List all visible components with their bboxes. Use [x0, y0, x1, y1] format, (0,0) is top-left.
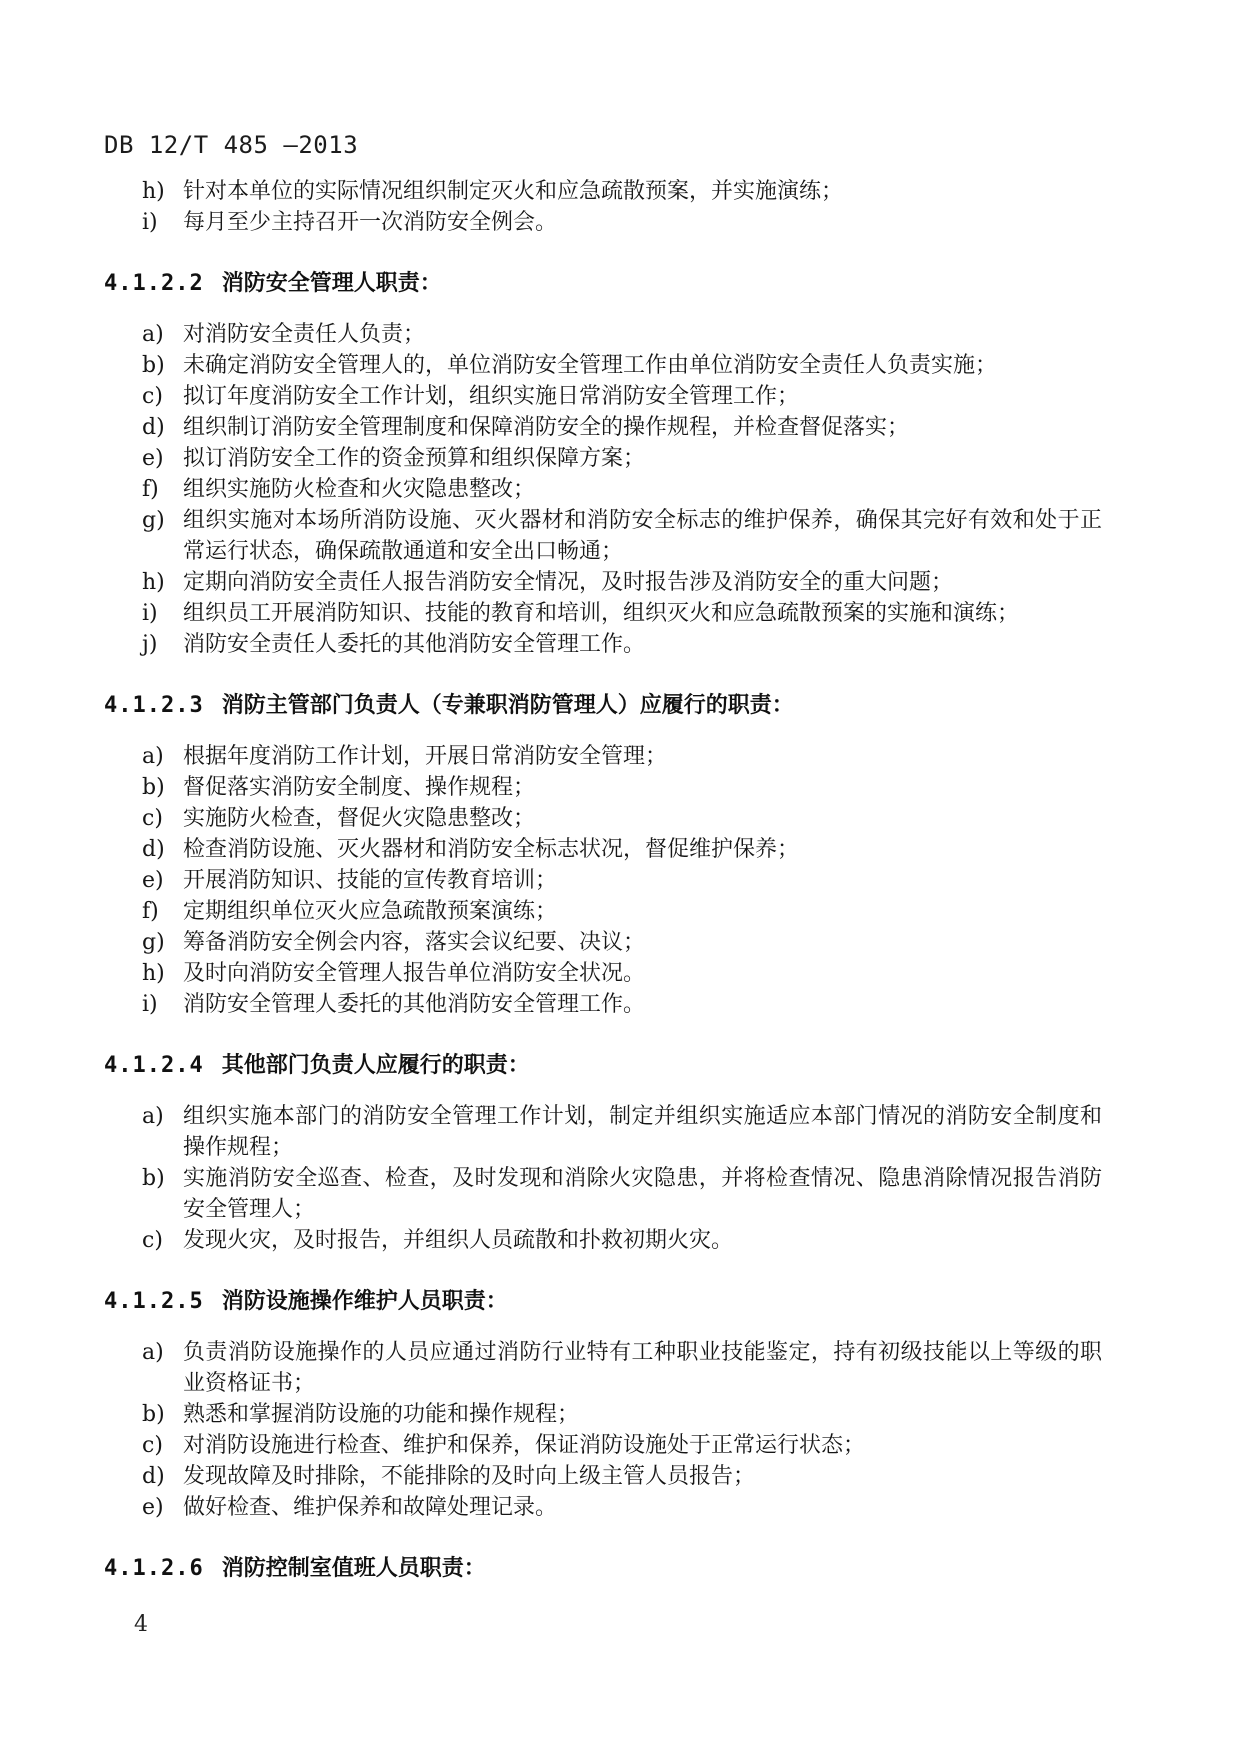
section-heading	[104, 1050, 1102, 1081]
item-text: 拟订年度消防安全工作计划，组织实施日常消防安全管理工作；	[183, 384, 800, 409]
heading-number: 4.1.2.5	[104, 1289, 204, 1314]
list-item	[104, 176, 1102, 207]
item-label: h)	[142, 179, 165, 204]
item-text: 开展消防知识、技能的宣传教育培训；	[183, 868, 558, 893]
item-label: a)	[142, 1340, 164, 1365]
item-text: 消防安全管理人委托的其他消防安全管理工作。	[183, 992, 646, 1017]
list-item	[104, 412, 1102, 443]
section-heading	[104, 690, 1102, 721]
item-label: h)	[142, 570, 165, 595]
item-text: 发现故障及时排除，不能排除的及时向上级主管人员报告；	[183, 1464, 756, 1489]
item-label: g)	[142, 930, 165, 955]
item-text: 定期组织单位灭火应急疏散预案演练；	[183, 899, 558, 924]
item-label: f)	[142, 477, 159, 502]
ordered-list	[104, 319, 1102, 660]
list-item	[104, 1101, 1102, 1163]
item-label: c)	[142, 384, 163, 409]
ordered-list	[104, 176, 1102, 238]
list-item	[104, 319, 1102, 350]
item-label: b)	[142, 1402, 165, 1427]
list-item	[104, 1225, 1102, 1256]
item-text: 熟悉和掌握消防设施的功能和操作规程；	[183, 1402, 580, 1427]
item-text: 筹备消防安全例会内容，落实会议纪要、决议；	[183, 930, 646, 955]
item-label: a)	[142, 744, 164, 769]
list-item	[104, 567, 1102, 598]
list-item	[104, 1430, 1102, 1461]
list-item	[104, 958, 1102, 989]
item-text: 对消防安全责任人负责；	[183, 322, 426, 347]
item-text: 定期向消防安全责任人报告消防安全情况，及时报告涉及消防安全的重大问题；	[183, 570, 954, 595]
list-item	[104, 865, 1102, 896]
ordered-list	[104, 1101, 1102, 1256]
heading-number: 4.1.2.6	[104, 1556, 204, 1581]
item-text: 负责消防设施操作的人员应通过消防行业特有工种职业技能鉴定，持有初级技能以上等级的职业资格证书；	[183, 1340, 1102, 1396]
item-label: d)	[142, 415, 165, 440]
item-label: d)	[142, 837, 165, 862]
list-item	[104, 896, 1102, 927]
item-text: 发现火灾，及时报告，并组织人员疏散和扑救初期火灾。	[183, 1228, 734, 1253]
list-item	[104, 1492, 1102, 1523]
list-item	[104, 989, 1102, 1020]
section-heading	[104, 1553, 1102, 1584]
item-label: a)	[142, 1104, 164, 1129]
item-label: b)	[142, 353, 165, 378]
item-text: 组织实施对本场所消防设施、灭火器材和消防安全标志的维护保养，确保其完好有效和处于正常运行状态，确保疏散通道和安全出口畅通；	[183, 508, 1102, 564]
item-text: 针对本单位的实际情况组织制定灭火和应急疏散预案，并实施演练；	[183, 179, 844, 204]
standard-code: DB 12/T 485 —2013	[104, 131, 359, 159]
list-item	[104, 474, 1102, 505]
ordered-list	[104, 741, 1102, 1020]
item-text: 实施消防安全巡查、检查，及时发现和消除火灾隐患，并将检查情况、隐患消除情况报告消防安全管理人；	[183, 1166, 1102, 1222]
list-item	[104, 772, 1102, 803]
item-label: c)	[142, 1433, 163, 1458]
list-item	[104, 1399, 1102, 1430]
item-text: 及时向消防安全管理人报告单位消防安全状况。	[183, 961, 646, 986]
item-label: d)	[142, 1464, 165, 1489]
item-label: i)	[142, 210, 158, 235]
item-label: f)	[142, 899, 159, 924]
list-item	[104, 834, 1102, 865]
ordered-list	[104, 1337, 1102, 1523]
item-label: j)	[142, 632, 158, 657]
item-label: e)	[142, 868, 164, 893]
list-item	[104, 505, 1102, 567]
item-text: 督促落实消防安全制度、操作规程；	[183, 775, 536, 800]
item-label: e)	[142, 446, 164, 471]
heading-title: 消防设施操作维护人员职责：	[221, 1289, 508, 1314]
list-item	[104, 1337, 1102, 1399]
item-text: 组织实施防火检查和火灾隐患整改；	[183, 477, 536, 502]
list-item	[104, 443, 1102, 474]
item-text: 消防安全责任人委托的其他消防安全管理工作。	[183, 632, 646, 657]
list-item	[104, 381, 1102, 412]
page-number: 4	[134, 1612, 148, 1637]
item-text: 组织员工开展消防知识、技能的教育和培训，组织灭火和应急疏散预案的实施和演练；	[183, 601, 1020, 626]
list-item	[104, 207, 1102, 238]
list-item	[104, 350, 1102, 381]
heading-title: 消防主管部门负责人（专兼职消防管理人）应履行的职责：	[221, 693, 794, 718]
item-text: 拟订消防安全工作的资金预算和组织保障方案；	[183, 446, 646, 471]
item-label: b)	[142, 775, 165, 800]
item-text: 每月至少主持召开一次消防安全例会。	[183, 210, 558, 235]
item-label: b)	[142, 1166, 165, 1191]
item-label: h)	[142, 961, 165, 986]
list-item	[104, 598, 1102, 629]
heading-number: 4.1.2.3	[104, 693, 204, 718]
heading-title: 消防控制室值班人员职责：	[221, 1556, 486, 1581]
list-item	[104, 629, 1102, 660]
section-heading	[104, 268, 1102, 299]
item-text: 未确定消防安全管理人的，单位消防安全管理工作由单位消防安全责任人负责实施；	[183, 353, 998, 378]
item-text: 对消防设施进行检查、维护和保养，保证消防设施处于正常运行状态；	[183, 1433, 866, 1458]
heading-number: 4.1.2.4	[104, 1053, 204, 1078]
item-label: a)	[142, 322, 164, 347]
list-item	[104, 1163, 1102, 1225]
item-text: 检查消防设施、灭火器材和消防安全标志状况，督促维护保养；	[183, 837, 800, 862]
heading-number: 4.1.2.2	[104, 271, 204, 296]
item-text: 实施防火检查，督促火灾隐患整改；	[183, 806, 536, 831]
heading-title: 其他部门负责人应履行的职责：	[221, 1053, 530, 1078]
list-item	[104, 803, 1102, 834]
list-item	[104, 927, 1102, 958]
item-label: c)	[142, 1228, 163, 1253]
section-heading	[104, 1286, 1102, 1317]
heading-title: 消防安全管理人职责：	[221, 271, 442, 296]
item-label: c)	[142, 806, 163, 831]
list-item	[104, 741, 1102, 772]
list-item	[104, 1461, 1102, 1492]
item-label: e)	[142, 1495, 164, 1520]
item-label: g)	[142, 508, 165, 533]
content	[104, 176, 1102, 1604]
item-text: 组织实施本部门的消防安全管理工作计划，制定并组织实施适应本部门情况的消防安全制度和操作规程；	[183, 1104, 1102, 1160]
item-label: i)	[142, 601, 158, 626]
item-text: 组织制订消防安全管理制度和保障消防安全的操作规程，并检查督促落实；	[183, 415, 910, 440]
item-label: i)	[142, 992, 158, 1017]
item-text: 根据年度消防工作计划，开展日常消防安全管理；	[183, 744, 668, 769]
item-text: 做好检查、维护保养和故障处理记录。	[183, 1495, 558, 1520]
